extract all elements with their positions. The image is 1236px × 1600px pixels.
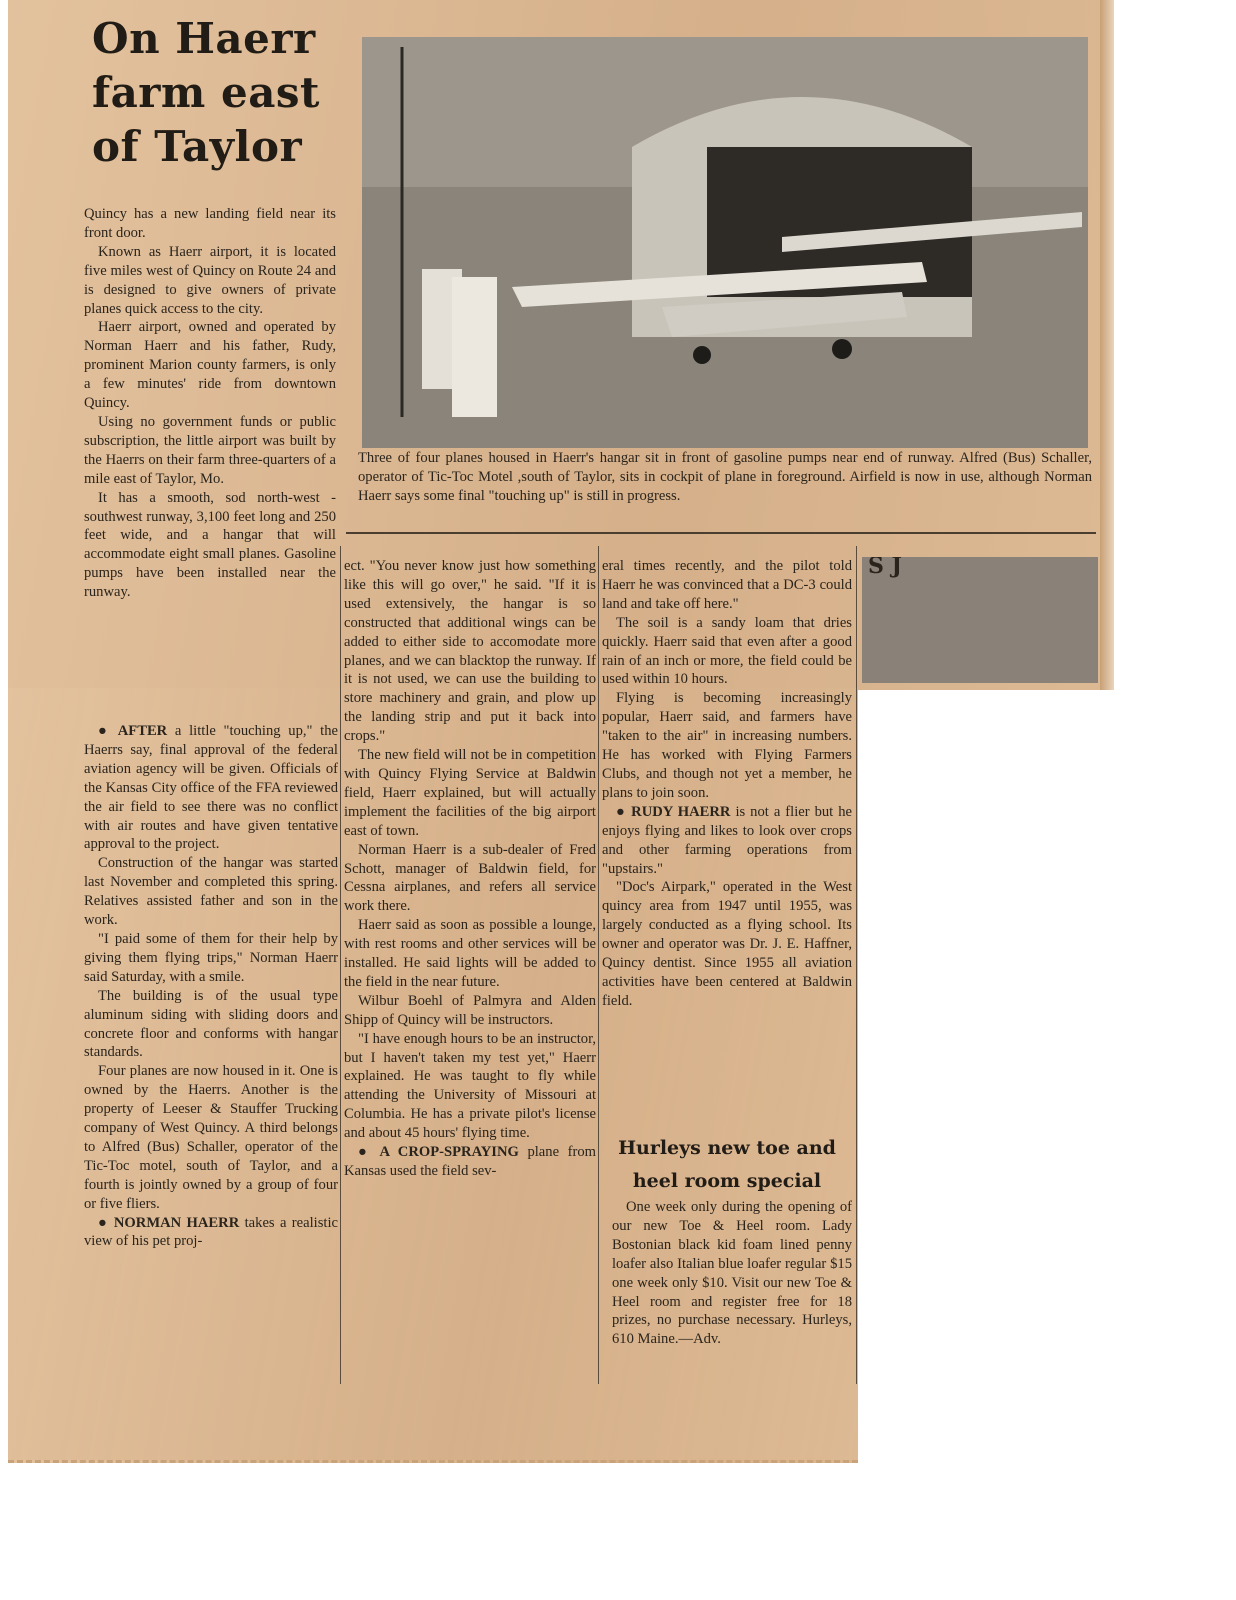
paragraph: The new field will not be in competition with Quincy Flying Service at Baldwin field, Haerr explained, but will actually implement the facilities of the big airport east of town. xyxy=(344,747,596,839)
clipping-edge xyxy=(1100,0,1114,690)
paragraph: Construction of the hangar was started last November and completed this spring. Relatives assisted father and son in the work. xyxy=(84,855,338,929)
paragraph: "I paid some of them for their help by giving them flying trips," Norman Haerr said Saturday, with a smile. xyxy=(84,930,338,985)
subhead-lead: A CROP-SPRAYING xyxy=(379,1144,519,1161)
paragraph: ect. "You never know just how something like this will go over," he said. "If it is used extensively, the hangar is so constructed that additional wings can be added to either side to accomodate more planes, and we can blacktop the runway. If it is not used, we can use the building to store machinery and grain, and plow up the landing strip and put it back into crops." xyxy=(344,558,596,745)
fragment-heading: S J xyxy=(868,557,902,579)
paragraph: Wilbur Boehl of Palmyra and Alden Shipp of Quincy will be instructors. xyxy=(344,992,596,1028)
photo-caption: Three of four planes housed in Haerr's hangar sit in front of gasoline pumps near end of runway. Alfred (Bus) Schaller, operator of Tic-Toc Motel ,south of Taylor, sits in cockpit of plane in foreground. Airfield is now in use, although Norman Haerr says some final "touching up" is still in progress. xyxy=(358,450,1092,504)
article-column-1-bottom xyxy=(84,722,338,1251)
paragraph: "I have enough hours to be an instructor, but I haven't taken my test yet," Haerr explained. He was taught to fly while attending the University of Missouri at Columbia. He has a private pilot's license and about 45 hours' flying time. xyxy=(344,1030,596,1142)
paragraph-bullet xyxy=(602,803,852,879)
paragraph: eral times recently, and the pilot told Haerr he was convinced that a DC-3 could land and take off here." xyxy=(602,558,852,612)
paragraph: Haerr airport, owned and operated by Norman Haerr and his father, Rudy, prominent Marion county farmers, is only a few minutes' ride from downtown Quincy. xyxy=(84,319,336,412)
paragraph: Flying is becoming increasingly popular, Haerr said, and farmers have "taken to the air" in increasing numbers. He has worked with Flying Farmers Clubs, and though not yet a member, he plans to join soon. xyxy=(602,690,852,801)
subhead-lead: NORMAN HAERR xyxy=(113,1214,240,1231)
ad-text: One week only during the opening of our new Toe & Heel room. Lady Bostonian black kid foam lined penny loafer also Italian blue loafer regular $15 one week only $10. Visit our new Toe & Heel room and register free for 18 prizes, no purchase necessary. Hurleys, 610 Maine.—Adv. xyxy=(612,1199,852,1348)
column-rule-2 xyxy=(598,546,599,1384)
column-rule-1 xyxy=(340,546,341,1384)
headline: On Haerr farm east of Taylor xyxy=(92,14,320,171)
section-rule xyxy=(346,532,1096,534)
paragraph: Four planes are now housed in it. One is owned by the Haerrs. Another is the property of Leeser & Stauffer Trucking company of West Quincy. A third belongs to Alfred (Bus) Schaller, operator of the Tic-Toc motel, south of Taylor, and a fourth is jointly owned by a group of four or five fliers. xyxy=(84,1063,338,1212)
paragraph-bullet xyxy=(84,722,338,854)
bullet-icon: ● xyxy=(98,723,118,739)
subhead-lead: RUDY HAERR xyxy=(631,803,731,820)
paragraph: "Doc's Airpark," operated in the West quincy area from 1947 until 1955, was largely conducted as a flying school. Its owner and operator was Dr. J. E. Haffner, Quincy dentist. Since 1955 all aviation activities have been centered at Baldwin field. xyxy=(602,879,852,1009)
subhead-lead: AFTER xyxy=(117,723,168,739)
ad-headline: Hurleys new toe and heel room special xyxy=(618,1137,836,1192)
paragraph-text: takes a realistic view of his pet proj- xyxy=(84,1214,338,1250)
paragraph: Known as Haerr airport, it is located five miles west of Quincy on Route 24 and is designed to give owners of private planes quick access to the city. xyxy=(84,243,336,317)
paragraph-text: plane from Kansas used the field sev- xyxy=(344,1144,596,1179)
paragraph: Norman Haerr is a sub-dealer of Fred Schott, manager of Baldwin field, for Cessna airplanes, and refers all service work there. xyxy=(344,841,596,915)
column-rule-3 xyxy=(856,546,857,1384)
article-column-2 xyxy=(344,557,596,1181)
paragraph-bullet xyxy=(344,1143,596,1181)
paragraph: It has a smooth, sod north-west - southwest runway, 3,100 feet long and 250 feet wide, and a hangar that will accommodate eight small planes. Gasoline pumps have been installed near the runway. xyxy=(84,489,336,601)
bullet-icon: ● xyxy=(98,1214,114,1231)
paragraph: Haerr said as soon as possible a lounge, with rest rooms and other services will be installed. He said lights will be added to the field in the near future. xyxy=(344,917,596,990)
paragraph-text: is not a flier but he enjoys flying and likes to look over crops and other farming operations from "upstairs." xyxy=(602,803,853,877)
hangar-photo xyxy=(362,37,1088,448)
paragraph: The soil is a sandy loam that dries quickly. Haerr said that even after a good rain of an inch or more, the field could be used within 10 hours. xyxy=(602,614,852,688)
paragraph: Quincy has a new landing field near its front door. xyxy=(84,206,336,241)
bullet-icon: ● xyxy=(358,1144,380,1161)
bullet-icon: ● xyxy=(616,803,632,820)
paragraph-text: a little "touching up," the Haerrs say, final approval of the federal aviation agency will be given. Officials of the Kansas City office of the FFA reviewed the air field to see there was no conflict with air routes and have given tentative approval to the project. xyxy=(84,723,338,853)
paragraph-bullet xyxy=(84,1214,338,1252)
article-column-3 xyxy=(602,557,852,1011)
paragraph: Using no government funds or public subscription, the little airport was built by the Haerrs on their farm three-quarters of a mile east of Taylor, Mo. xyxy=(84,413,336,487)
article-column-1-top xyxy=(84,205,336,602)
ad-body xyxy=(612,1198,852,1349)
paragraph: The building is of the usual type aluminum siding with sliding doors and concrete floor and conforms with hangar standards. xyxy=(84,987,338,1061)
adjacent-article-fragment xyxy=(862,557,1098,683)
